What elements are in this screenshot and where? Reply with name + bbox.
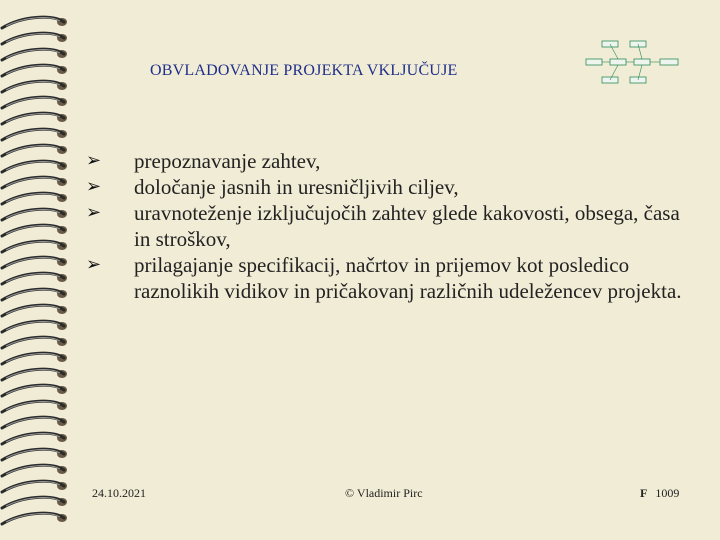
bullet-text: določanje jasnih in uresničljivih ciljev,: [134, 175, 459, 199]
bullet-item: [86, 200, 694, 252]
bullet-item: [86, 174, 686, 200]
footer-author: © Vladimir Pirc: [345, 486, 423, 500]
bullet-item: [86, 148, 686, 174]
process-diagram-icon: [584, 40, 684, 86]
bullet-text: prilagajanje specifikacij, načrtov in prijemov kot posledico raznolikih vidikov in pričakovanj različnih udeležencev projekta.: [134, 253, 682, 303]
footer-letter: F: [640, 486, 648, 500]
bullet-item: [86, 252, 694, 304]
footer-page-number: 1009: [655, 486, 680, 500]
footer-date: 24.10.2021: [92, 486, 146, 500]
spiral-binding-icon: [0, 0, 78, 540]
slide-title: OBVLADOVANJE PROJEKTA VKLJUČUJE: [150, 62, 458, 79]
bullet-text: prepoznavanje zahtev,: [134, 149, 321, 173]
bullet-text: uravnoteženje izključujočih zahtev glede kakovosti, obsega, časa in stroškov,: [134, 201, 680, 251]
arrow-bullet-icon: ➢: [86, 176, 102, 197]
footer-page: [640, 486, 679, 501]
arrow-bullet-icon: ➢: [86, 254, 102, 275]
arrow-bullet-icon: ➢: [86, 150, 102, 171]
bullet-list: [86, 148, 686, 304]
arrow-bullet-icon: ➢: [86, 202, 102, 223]
